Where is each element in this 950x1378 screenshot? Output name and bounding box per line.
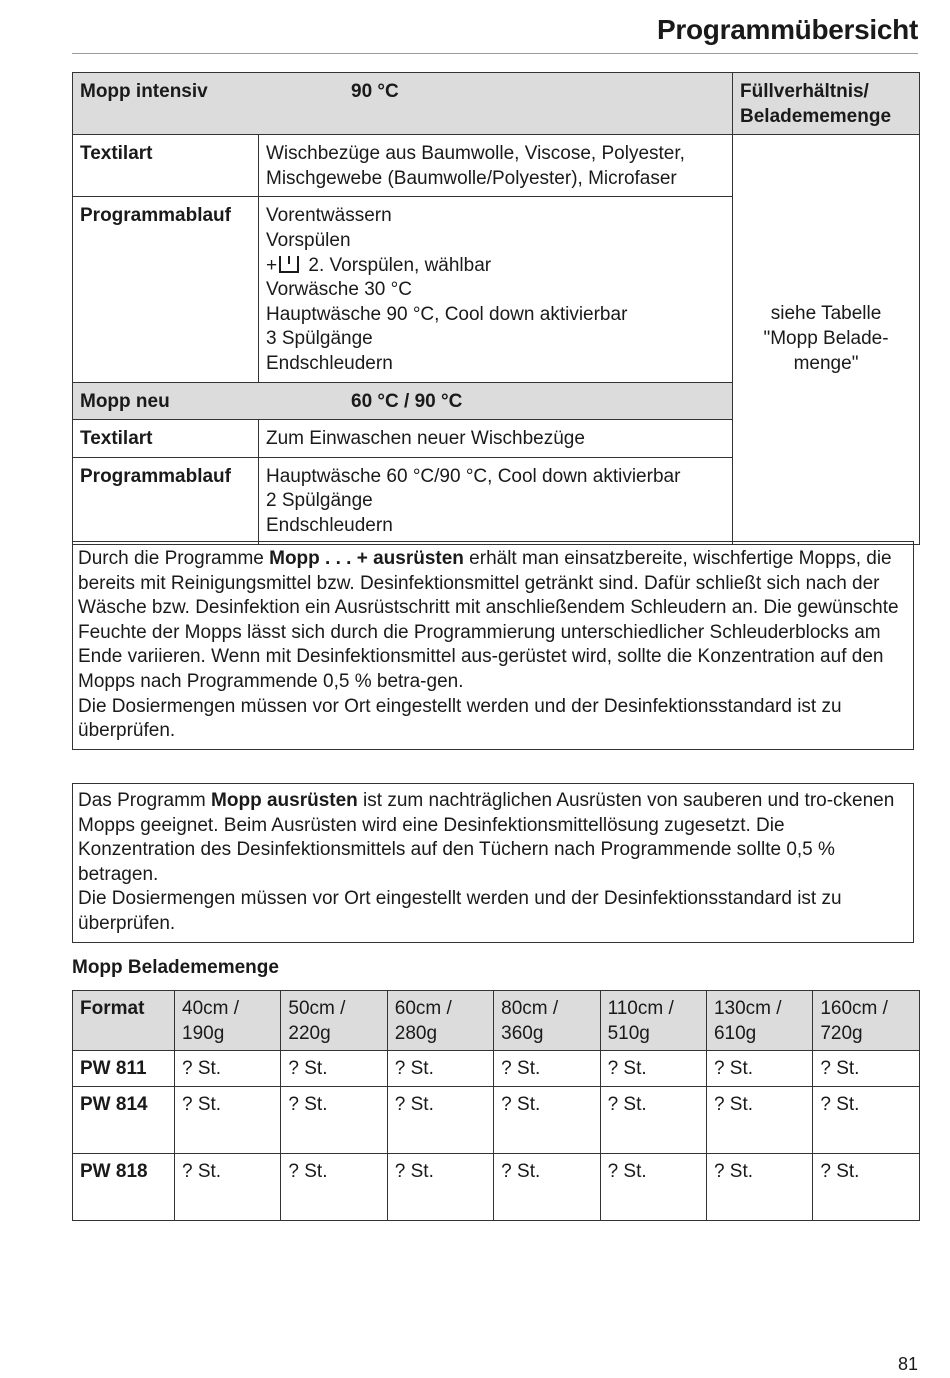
textile-line: Mischgewebe (Baumwolle/Polyester), Microfaser — [266, 167, 677, 189]
table-cell: ? St. — [175, 1153, 281, 1220]
model-cell: PW 818 — [73, 1153, 175, 1220]
table-cell: ? St. — [494, 1086, 600, 1153]
table-cell: ? St. — [706, 1051, 812, 1087]
format-size: 160cm / — [820, 998, 888, 1019]
sequence-line: Vorwäsche 30 °C — [266, 279, 412, 301]
table-cell: ? St. — [281, 1153, 387, 1220]
sequence-line: Endschleudern — [266, 514, 393, 536]
info-paragraph — [78, 547, 903, 695]
sequence-line: Vorentwässern — [266, 205, 392, 227]
text-run: erhält man einsatzbereite, wischfertige Mopps, die bereits mit Reinigungsmittel bzw. Desinfektionsmittel getränkt sind. Dafür schließt sich nach der Wäsche bzw. Desinfektion ein Ausrüstschritt mit anschließendem Schleudern an. Die gewünschte Feuchte der Mopps lässt sich durch die Programmierung unterschiedlicher Schleuderblocks am Ende variieren. Wenn mit Desinfektionsmittel aus-gerüstet wird, sollte die Konzentration auf den Mopps nach Programmende 0,5 % betra-gen. — [78, 548, 899, 692]
textile-line: Zum Einwaschen neuer Wischbezüge — [266, 428, 585, 450]
format-size: 110cm / — [607, 998, 674, 1019]
format-weight: 510g — [607, 1022, 650, 1044]
format-column-header — [706, 991, 812, 1051]
load-table-header-row — [73, 991, 920, 1051]
program-name: Mopp intensiv — [80, 81, 208, 102]
format-weight: 720g — [820, 1022, 863, 1044]
table-cell: ? St. — [494, 1153, 600, 1220]
format-weight: 220g — [288, 1022, 331, 1044]
sequence-value — [259, 457, 733, 544]
model-cell: PW 814 — [73, 1086, 175, 1153]
textile-value — [259, 135, 733, 197]
textile-value — [259, 420, 733, 458]
load-table — [72, 990, 920, 1221]
program-header-mopp-neu — [73, 382, 733, 420]
table-cell: ? St. — [813, 1153, 919, 1220]
sequence-line: 3 Spülgänge — [266, 328, 373, 350]
format-column-header — [600, 991, 706, 1051]
fill-ratio-value — [733, 135, 920, 544]
format-column-header — [494, 991, 600, 1051]
fill-ratio-header: Füllverhältnis/ Beladememenge — [733, 73, 920, 135]
program-table — [72, 72, 920, 545]
program-name-bold: Mopp ausrüsten — [211, 790, 358, 811]
table-cell: ? St. — [813, 1051, 919, 1087]
option-text: 2. Vorspülen, wählbar — [308, 254, 492, 276]
format-weight: 360g — [501, 1022, 544, 1044]
table-cell: ? St. — [175, 1051, 281, 1087]
table-cell: ? St. — [281, 1051, 387, 1087]
format-column-header — [281, 991, 387, 1051]
table-cell: ? St. — [813, 1086, 919, 1153]
sequence-line-option — [266, 254, 725, 279]
sequence-label: Programmablauf — [73, 457, 259, 544]
table-cell: ? St. — [387, 1153, 493, 1220]
info-box-mopp-ausruesten-only — [72, 783, 914, 943]
format-weight: 190g — [182, 1022, 225, 1044]
info-box-mopp-ausruesten — [72, 541, 914, 750]
table-row — [73, 1051, 920, 1087]
format-weight: 610g — [713, 1022, 757, 1044]
table-cell: ? St. — [706, 1086, 812, 1153]
sequence-line: 2 Spülgänge — [266, 490, 373, 512]
title-divider — [72, 53, 918, 54]
text-run: Das Programm — [78, 790, 212, 811]
page-number: 81 — [897, 1354, 918, 1374]
table-row — [73, 1153, 920, 1220]
table-cell: ? St. — [494, 1051, 600, 1087]
program-header-mopp-intensiv — [73, 73, 733, 135]
load-table-title: Mopp Beladememenge — [72, 957, 279, 978]
table-cell: ? St. — [281, 1086, 387, 1153]
format-size: 60cm / — [394, 998, 452, 1019]
table-cell: ? St. — [600, 1153, 706, 1220]
format-size: 50cm / — [288, 998, 346, 1019]
format-size: 130cm / — [713, 998, 782, 1019]
page-title: Programmübersicht — [657, 14, 918, 45]
table-cell: ? St. — [600, 1086, 706, 1153]
program-temperature: 90 °C — [351, 81, 399, 102]
info-paragraph: Die Dosiermengen müssen vor Ort eingestellt werden und der Desinfektionsstandard ist zu überprüfen. — [78, 888, 842, 934]
format-column-header — [813, 991, 919, 1051]
format-column-header — [387, 991, 493, 1051]
format-weight: 280g — [394, 1022, 438, 1044]
table-cell: ? St. — [706, 1153, 812, 1220]
model-cell: PW 811 — [73, 1051, 175, 1087]
table-cell: ? St. — [600, 1051, 706, 1087]
table-cell: ? St. — [387, 1086, 493, 1153]
format-size: 80cm / — [501, 998, 559, 1019]
program-name-bold: Mopp . . . + ausrüsten — [269, 548, 464, 569]
fill-ratio-text: siehe Tabelle "Mopp Belade-menge" — [763, 303, 889, 374]
format-size: 40cm / — [182, 998, 240, 1019]
sequence-value — [259, 197, 733, 382]
table-cell: ? St. — [175, 1086, 281, 1153]
sequence-line: Vorspülen — [266, 229, 351, 251]
program-name: Mopp neu — [80, 390, 170, 412]
format-header: Format — [73, 991, 175, 1051]
textile-label: Textilart — [73, 135, 259, 197]
table-cell: ? St. — [387, 1051, 493, 1087]
sequence-line: Endschleudern — [266, 352, 393, 374]
info-paragraph: Die Dosiermengen müssen vor Ort eingestellt werden und der Desinfektionsstandard ist zu überprüfen. — [78, 695, 842, 742]
textile-label: Textilart — [73, 420, 259, 458]
prewash-basin-icon — [277, 254, 303, 274]
text-run: Durch die Programme — [78, 548, 270, 569]
sequence-line: Hauptwäsche 90 °C, Cool down aktivierbar — [266, 303, 628, 325]
textile-line: Wischbezüge aus Baumwolle, Viscose, Polyester, — [266, 143, 685, 165]
info-paragraph — [78, 789, 903, 887]
program-temperature: 60 °C / 90 °C — [351, 390, 463, 412]
format-column-header — [175, 991, 281, 1051]
sequence-label: Programmablauf — [73, 197, 259, 382]
plus-sign: + — [266, 254, 278, 276]
sequence-line: Hauptwäsche 60 °C/90 °C, Cool down aktivierbar — [266, 465, 681, 487]
text-run: ist zum nachträglichen Ausrüsten von sauberen und tro-ckenen Mopps geeignet. Beim Ausrüsten wird eine Desinfektionsmittellösung zugesetzt. Die Konzentration des Desinfektionsmittels auf den Tüchern nach Programmende sollte 0,5 % betragen. — [78, 790, 895, 885]
table-row — [73, 1086, 920, 1153]
